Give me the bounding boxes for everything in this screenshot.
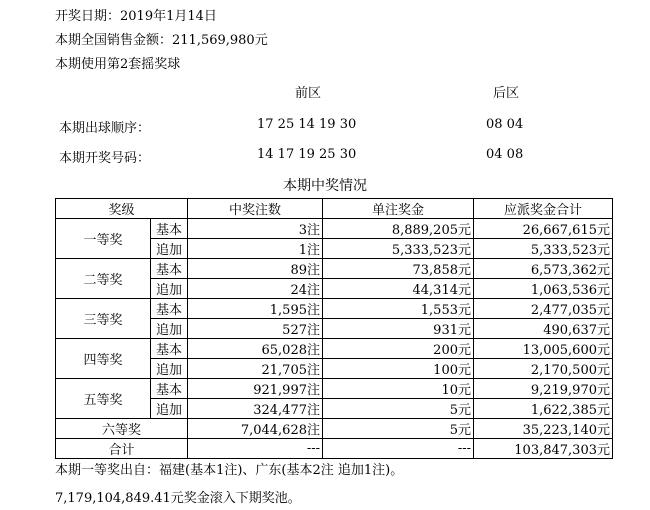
total-prize-cell: 2,170,500元	[474, 359, 613, 379]
draw-result-back: 04 08	[486, 147, 524, 162]
unit-prize-cell: 1,553元	[323, 299, 474, 319]
unit-prize-cell: 8,889,205元	[323, 219, 474, 239]
count-cell: 1,595注	[188, 299, 323, 319]
count-cell: 89注	[188, 259, 323, 279]
total-prize-cell: 6,573,362元	[474, 259, 613, 279]
table-row	[56, 339, 613, 359]
count-cell: 324,477注	[188, 399, 323, 419]
header-count: 中奖注数	[188, 199, 323, 219]
unit-prize-cell: 200元	[323, 339, 474, 359]
draw-order-back: 08 04	[486, 117, 524, 132]
total-prize-cell: 35,223,140元	[474, 419, 613, 439]
total-prize-cell: 2,477,035元	[474, 299, 613, 319]
table-sum-row	[56, 439, 613, 459]
prize-table	[55, 198, 613, 459]
draw-result-front: 14 17 19 25 30	[257, 147, 357, 162]
front-zone-label: 前区	[295, 86, 322, 101]
table-row	[56, 259, 613, 279]
draw-date: 开奖日期：2019年1月14日	[55, 9, 217, 24]
unit-prize-cell: 5元	[323, 399, 474, 419]
total-prize-cell: 9,219,970元	[474, 379, 613, 399]
total-prize-cell: 5,333,523元	[474, 239, 613, 259]
winners-origin-text: 本期一等奖出自：福建(基本1注)、广东(基本2注 追加1注)。	[55, 463, 404, 478]
unit-prize-cell: 100元	[323, 359, 474, 379]
type-cell: 基本	[151, 219, 188, 239]
type-cell: 基本	[151, 379, 188, 399]
type-cell: 追加	[151, 359, 188, 379]
unit-prize-cell: 5,333,523元	[323, 239, 474, 259]
count-cell: 1注	[188, 239, 323, 259]
count-cell: 65,028注	[188, 339, 323, 359]
count-cell: 21,705注	[188, 359, 323, 379]
unit-prize-cell: 44,314元	[323, 279, 474, 299]
unit-prize-cell: 73,858元	[323, 259, 474, 279]
type-cell: 基本	[151, 339, 188, 359]
draw-order-label: 本期出球顺序：	[59, 121, 151, 136]
type-cell: 基本	[151, 299, 188, 319]
total-prize-cell: 490,637元	[474, 319, 613, 339]
count-cell: 7,044,628注	[188, 419, 323, 439]
sum-total-cell: 103,847,303元	[474, 439, 613, 459]
type-cell: 追加	[151, 399, 188, 419]
type-cell: 追加	[151, 239, 188, 259]
count-cell: 921,997注	[188, 379, 323, 399]
type-cell: 基本	[151, 259, 188, 279]
grade-cell: 二等奖	[56, 259, 151, 299]
header-unit-prize: 单注奖金	[323, 199, 474, 219]
type-cell: 追加	[151, 319, 188, 339]
total-prize-cell: 1,622,385元	[474, 399, 613, 419]
table-row	[56, 419, 613, 439]
rollover-text: 7,179,104,849.41元奖金滚入下期奖池。	[55, 491, 301, 506]
sum-count-cell: ---	[188, 439, 323, 459]
count-cell: 527注	[188, 319, 323, 339]
header-grade: 奖级	[56, 199, 188, 219]
table-title: 本期中奖情况	[283, 178, 367, 194]
header-total-prize: 应派奖金合计	[474, 199, 613, 219]
unit-prize-cell: 931元	[323, 319, 474, 339]
unit-prize-cell: 10元	[323, 379, 474, 399]
grade-cell: 六等奖	[56, 419, 188, 439]
total-prize-cell: 26,667,615元	[474, 219, 613, 239]
ball-set: 本期使用第2套摇奖球	[55, 57, 181, 72]
back-zone-label: 后区	[493, 86, 520, 101]
sales-amount: 本期全国销售金额：211,569,980元	[55, 33, 268, 48]
count-cell: 3注	[188, 219, 323, 239]
table-header-row	[56, 199, 613, 219]
table-row	[56, 219, 613, 239]
draw-result-label: 本期开奖号码：	[59, 151, 151, 166]
sum-label-cell: 合计	[56, 439, 188, 459]
total-prize-cell: 1,063,536元	[474, 279, 613, 299]
draw-order-front: 17 25 14 19 30	[257, 117, 357, 132]
table-row	[56, 379, 613, 399]
grade-cell: 一等奖	[56, 219, 151, 259]
sum-unit-cell: ---	[323, 439, 474, 459]
grade-cell: 四等奖	[56, 339, 151, 379]
count-cell: 24注	[188, 279, 323, 299]
type-cell: 追加	[151, 279, 188, 299]
total-prize-cell: 13,005,600元	[474, 339, 613, 359]
table-row	[56, 299, 613, 319]
unit-prize-cell: 5元	[323, 419, 474, 439]
grade-cell: 三等奖	[56, 299, 151, 339]
grade-cell: 五等奖	[56, 379, 151, 419]
